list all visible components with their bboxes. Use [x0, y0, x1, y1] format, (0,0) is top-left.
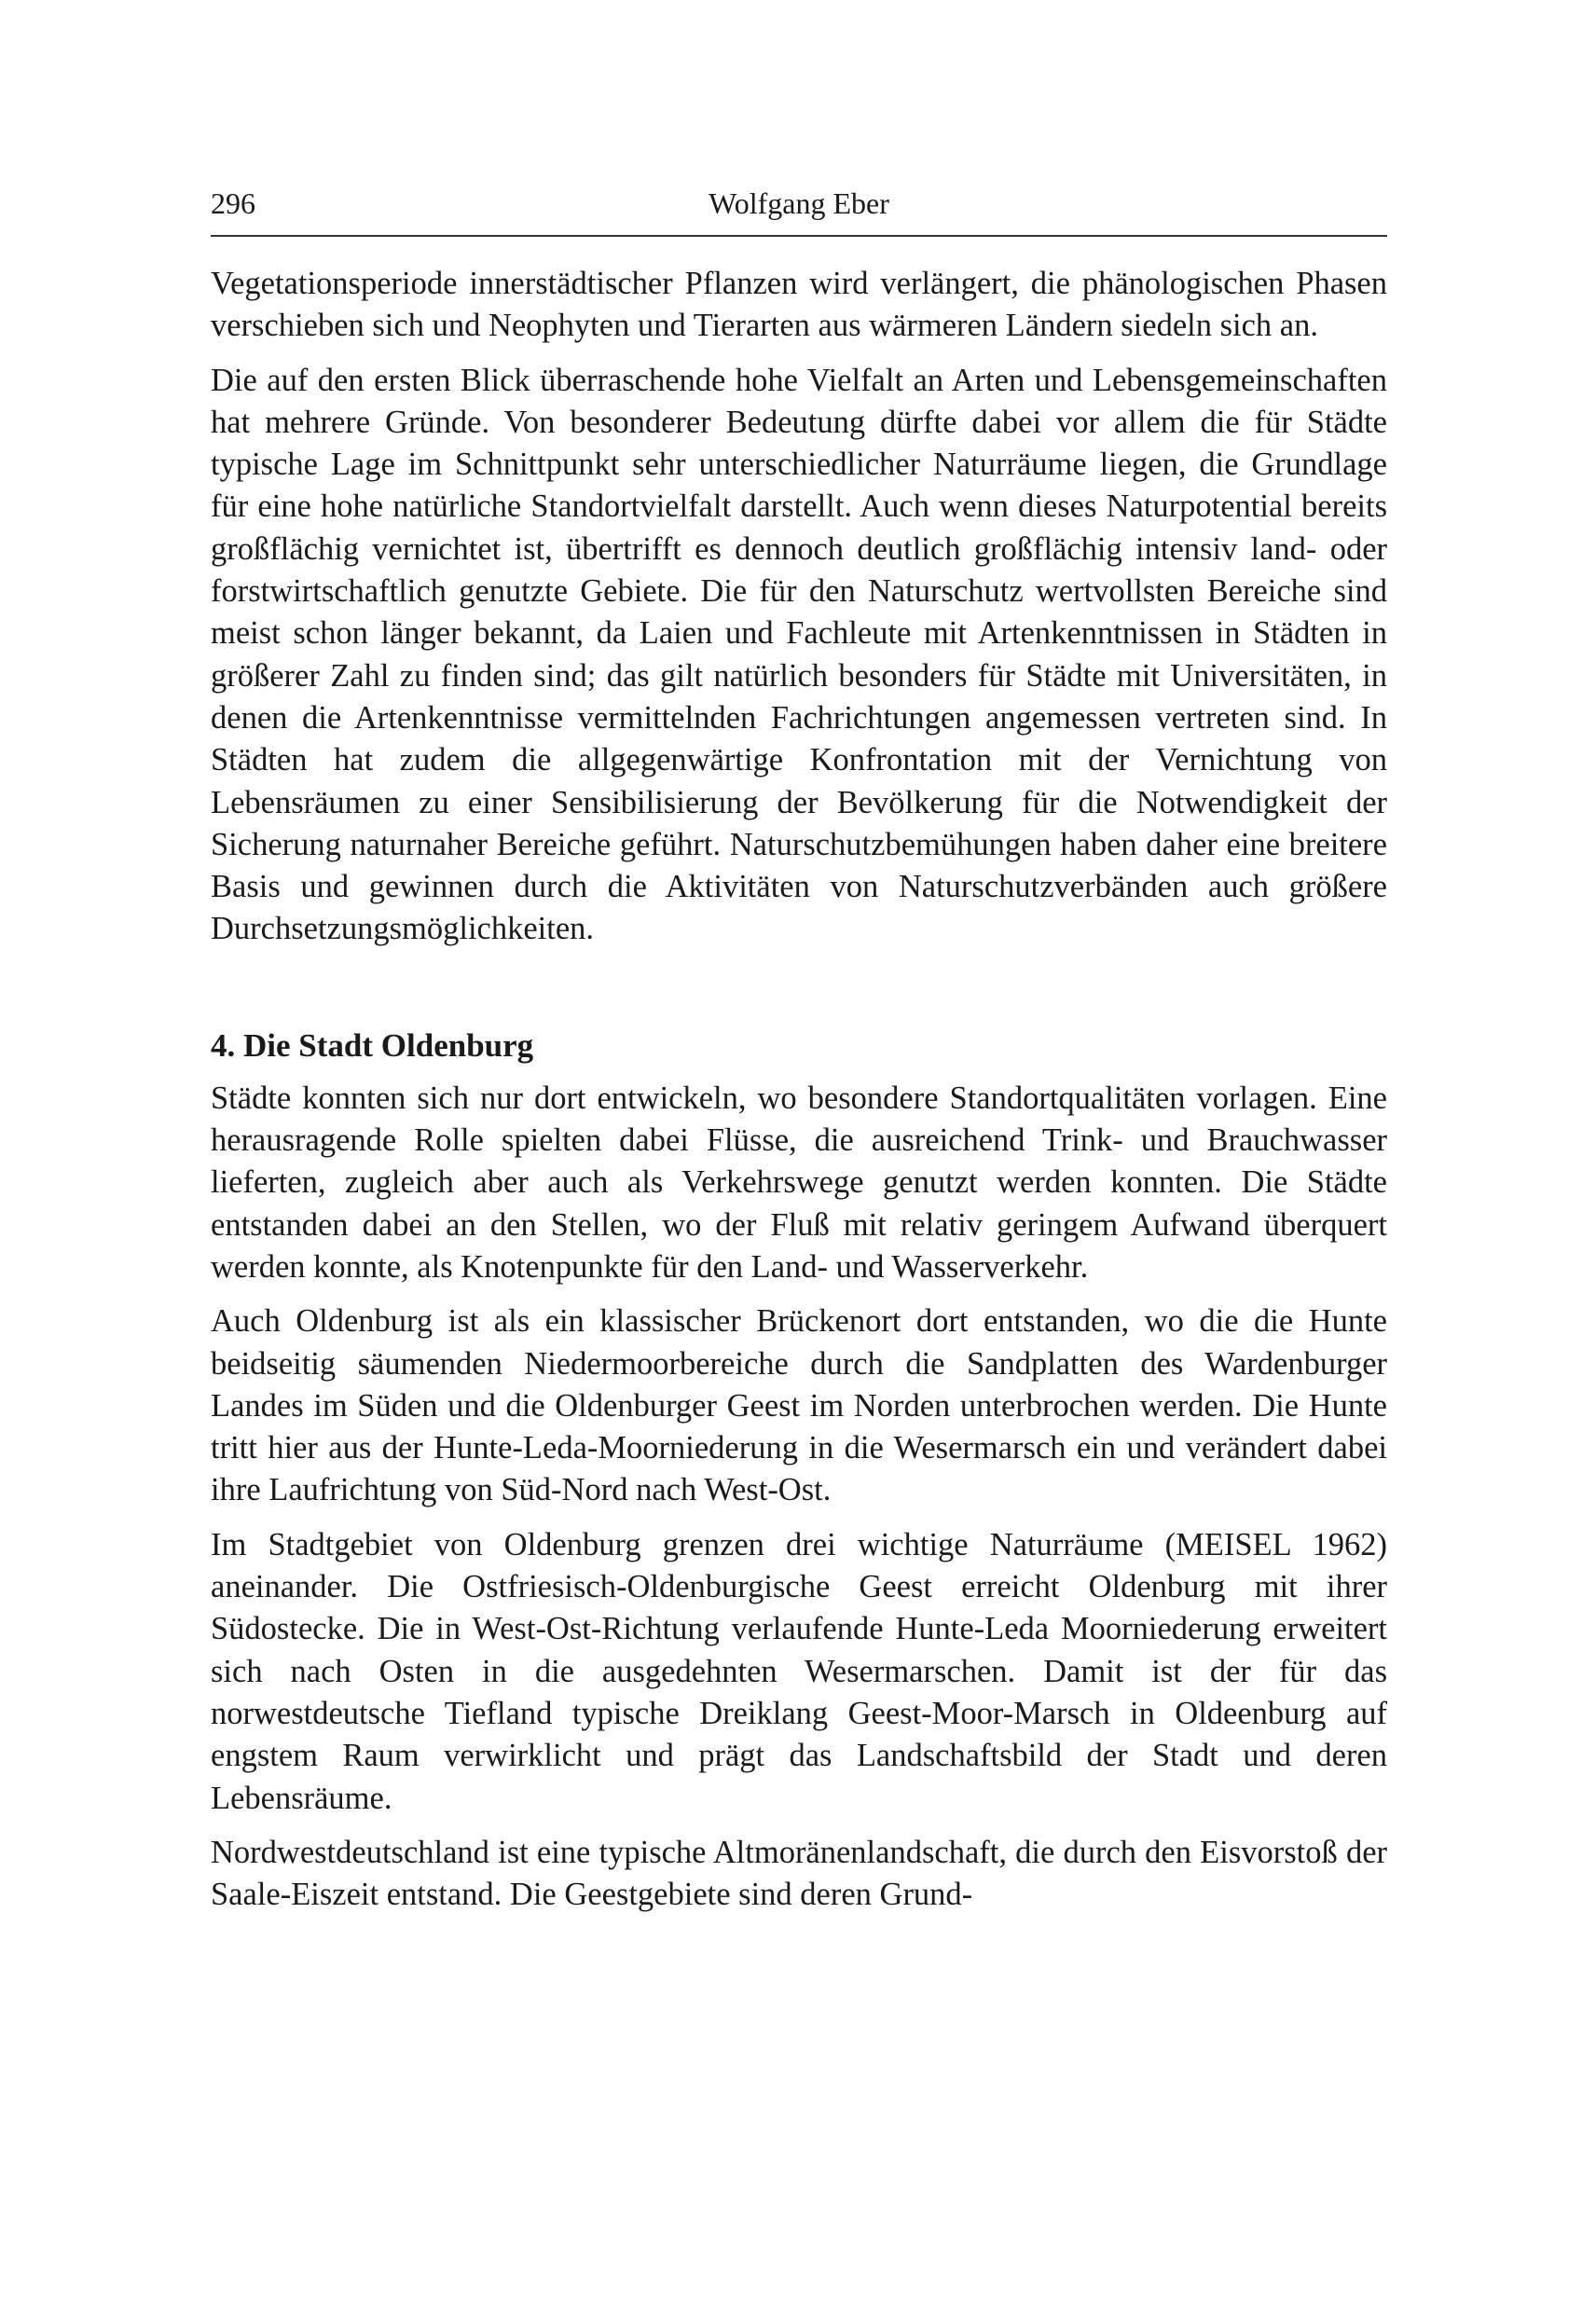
paragraph: Städte konnten sich nur dort entwickeln, wo besondere Standortqualitäten vorlagen. Eine herausragende Rolle spielten dabei Flüsse, die ausreichend Trink- und Brauchwasser lieferten, zugleich aber auch als Verkehrswege genutzt werden konnten. Die Städte entstanden dabei an den Stellen, wo der Fluß mit relativ geringem Aufwand überquert werden konnte, als Knotenpunkte für den Land- und Wasserverkehr. [211, 1080, 1387, 1285]
paragraph: Die auf den ersten Blick überraschende hohe Vielfalt an Arten und Lebensgemeinschaften hat mehrere Gründe. Von besonderer Bedeutung dürfte dabei vor allem die für Städte typische Lage im Schnittpunkt sehr unterschiedlicher Naturräume liegen, die Grundlage für eine hohe natürliche Standortvielfalt darstellt. Auch wenn dieses Naturpotential bereits großflächig vernichtet ist, übertrifft es dennoch deutlich großflächig intensiv land- oder forstwirtschaftlich genutzte Gebiete. Die für den Naturschutz wertvollsten Bereiche sind meist schon länger bekannt, da Laien und Fachleute mit Artenkenntnissen in Städten in größerer Zahl zu finden sind; das gilt natürlich besonders für Städte mit Universitäten, in denen die Artenkenntnisse vermittelnden Fachrichtungen angemessen vertreten sind. In Städten hat zudem die allgegenwärtige Konfrontation mit der Vernichtung von Lebensräumen zu einer Sensibilisierung der Bevölkerung für die Notwendigkeit der Sicherung naturnaher Bereiche geführt. Naturschutzbemühungen haben daher eine breitere Basis und gewinnen durch die Aktivitäten von Naturschutzverbänden auch größere Durchsetzungsmöglichkeiten. [211, 362, 1387, 947]
page-number: 296 [211, 186, 255, 220]
paragraph: Im Stadtgebiet von Oldenburg grenzen drei wichtige Naturräume (MEISEL 1962) aneinander. Die Ostfriesisch-Oldenburgische Geest erreicht Oldenburg mit ihrer Südostecke. Die in West-Ost-Richtung verlaufende Hunte-Leda Moorniederung erweitert sich nach Osten in die ausgedehnten Wesermarschen. Damit ist der für das norwestdeutsche Tiefland typische Dreiklang Geest-Moor-Marsch in Oldeenburg auf engstem Raum verwirklicht und prägt das Landschaftsbild der Stadt und deren Lebensräume. [211, 1526, 1387, 1816]
running-head [211, 183, 1387, 224]
header-rule [211, 235, 1387, 237]
paragraph: Auch Oldenburg ist als ein klassischer Brückenort dort entstanden, wo die die Hunte beidseitig säumenden Niedermoorbereiche durch die Sandplatten des Wardenburger Landes im Süden und die Oldenburger Geest im Norden unterbrochen werden. Die Hunte tritt hier aus der Hunte-Leda-Moorniederung in die Wesermarsch ein und verändert dabei ihre Laufrichtung von Süd-Nord nach West-Ost. [211, 1303, 1387, 1508]
section-heading: 4. Die Stadt Oldenburg [211, 1026, 534, 1064]
body-text [211, 263, 1387, 1916]
header-author: Wolfgang Eber [709, 186, 889, 220]
paragraph: Nordwestdeutschland ist eine typische Altmoränenlandschaft, die durch den Eisvorstoß der Saale-Eiszeit entstand. Die Geestgebiete sind deren Grund- [211, 1834, 1387, 1913]
paragraph: Vegetationsperiode innerstädtischer Pflanzen wird verlängert, die phänologischen Phasen verschieben sich und Neophyten und Tierarten aus wärmeren Ländern siedeln sich an. [211, 266, 1387, 344]
book-page [211, 183, 1387, 1916]
